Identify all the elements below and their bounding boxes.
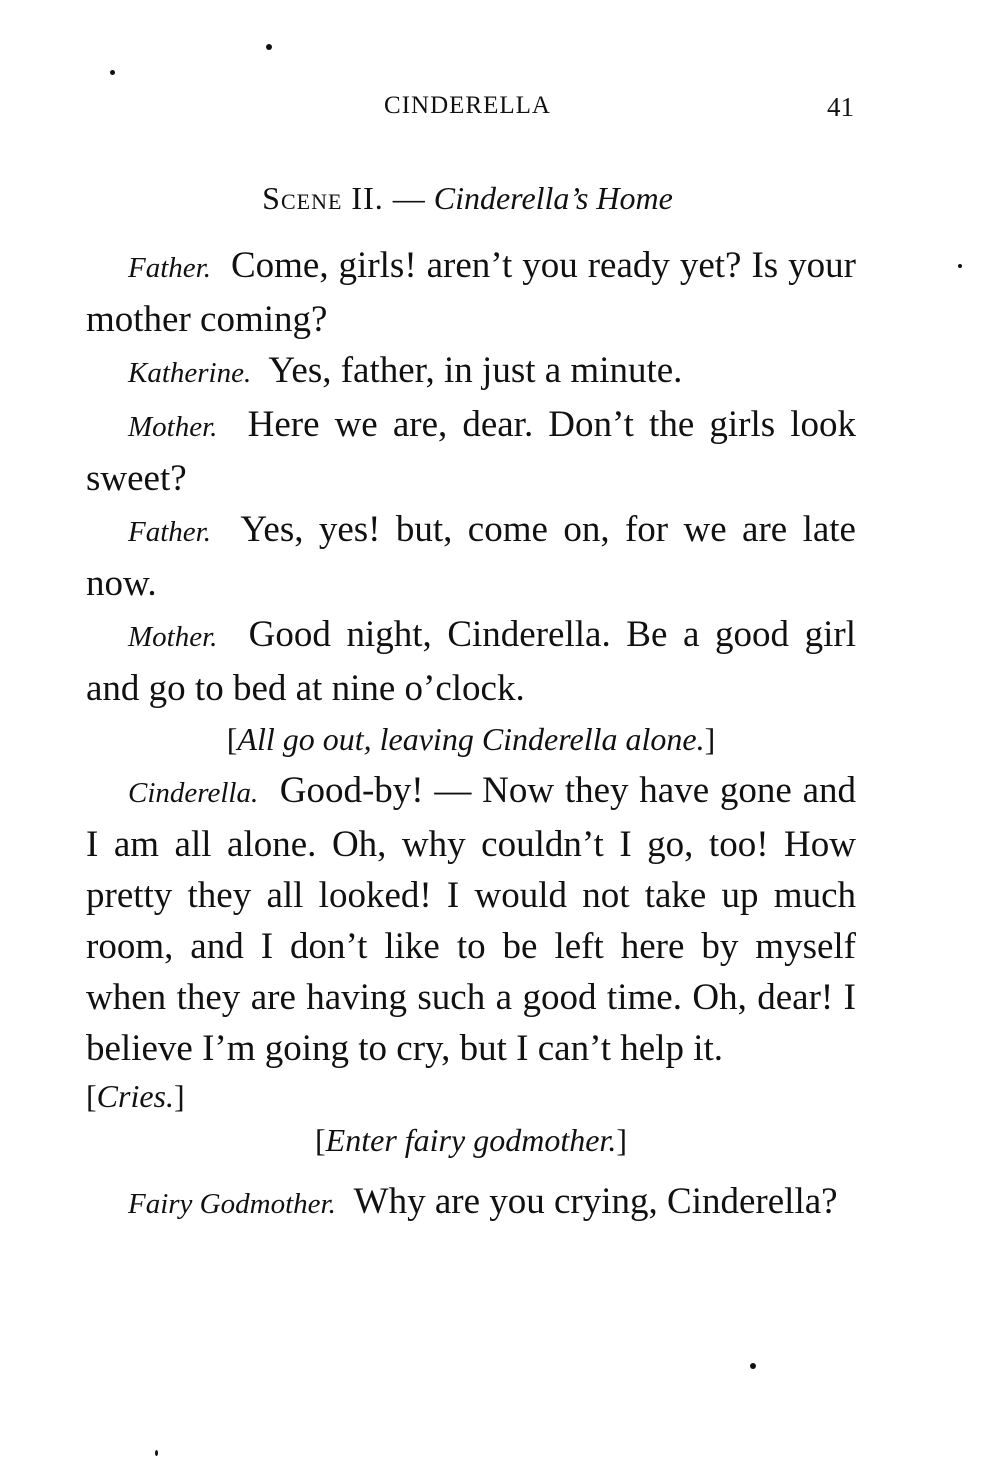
dialogue-line (86, 399, 856, 504)
ink-speck (110, 70, 115, 75)
dialogue-line (86, 504, 856, 609)
speaker-name: Fairy Godmother. (128, 1188, 336, 1220)
dialogue-text: Here we are, dear. Don’t the girls look sweet? (86, 404, 856, 499)
ink-speck (750, 1363, 756, 1369)
scene-heading (0, 180, 935, 217)
dialogue-line (86, 765, 856, 1074)
scene-number: Scene II. — (262, 180, 426, 216)
play-text (86, 240, 856, 1230)
stage-direction: [Enter fairy godmother.] (315, 1122, 627, 1158)
running-header: CINDERELLA (384, 92, 551, 119)
ink-speck (958, 264, 962, 268)
speaker-name: Father. (128, 252, 211, 284)
dialogue-text: Why are you crying, Cinderella? (353, 1181, 838, 1222)
scene-location: Cinderella’s Home (433, 180, 673, 216)
dialogue-line (86, 609, 856, 714)
stage-direction: [All go out, leaving Cinderella alone.] (226, 721, 716, 757)
dialogue-line (86, 240, 856, 345)
dialogue-text: Good-by! — Now they have gone and I am all alone. Oh, why couldn’t I go, too! How pretty they all looked! I would not take up much room, and I don’t like to be left here by myself when they are having such a good time. Oh, dear! I believe I’m going to cry, but I can’t help it. (86, 770, 857, 1069)
dialogue-line (86, 1176, 856, 1230)
ink-speck (155, 1450, 158, 1456)
dialogue-text: Yes, father, in just a minute. (268, 350, 683, 391)
dialogue-text: Yes, yes! but, come on, for we are late now. (86, 509, 856, 604)
dialogue-text: Good night, Cinderella. Be a good girl and go to bed at nine o’clock. (86, 614, 857, 709)
speaker-name: Mother. (128, 411, 218, 443)
speaker-name: Mother. (128, 621, 218, 653)
page-number: 41 (827, 92, 854, 122)
ink-speck (266, 44, 272, 50)
stage-direction: [Cries.] (86, 1078, 185, 1114)
speaker-name: Cinderella. (128, 777, 259, 809)
speaker-name: Katherine. (128, 357, 252, 389)
dialogue-line (86, 345, 856, 399)
speaker-name: Father. (128, 516, 211, 548)
dialogue-text: Come, girls! aren’t you ready yet? Is your mother coming? (86, 245, 856, 340)
